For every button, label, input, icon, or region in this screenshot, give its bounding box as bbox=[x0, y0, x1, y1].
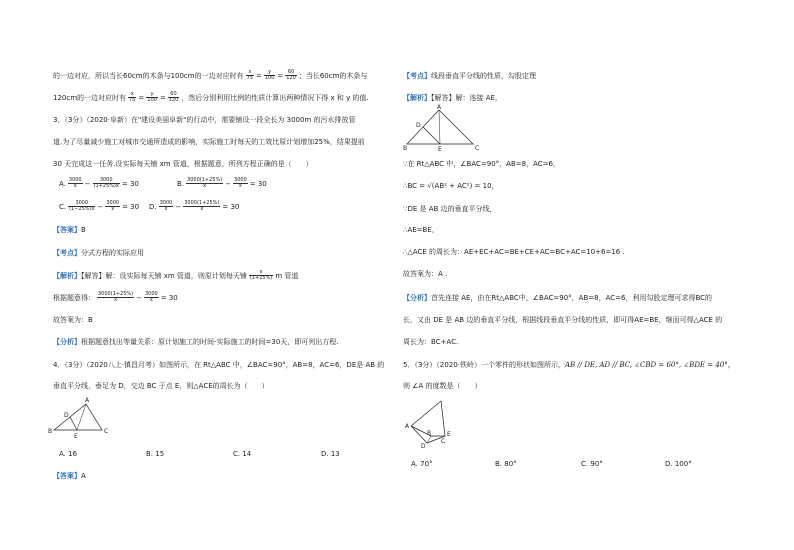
equation-rhs: = 30 bbox=[160, 293, 178, 302]
denominator: x bbox=[149, 297, 153, 304]
knowledge-tag: 【考点】 bbox=[403, 72, 431, 80]
segment-ad bbox=[411, 426, 427, 443]
numerator: 3000 bbox=[145, 291, 158, 297]
numerator: 3000(1+25%) bbox=[98, 291, 134, 297]
answer-value: A bbox=[81, 472, 86, 480]
question-4-line-1: 4．（3分）（2020八上·镇昌月考）如图所示，在 Rt△ABC 中，∠BAC=90°，AB=8，AC=6，DE是 AB 的 bbox=[53, 361, 385, 369]
question-5-line-2: 则 ∠A 的度数是（ ） bbox=[403, 382, 482, 390]
knowledge-tag: 【考点】 bbox=[53, 249, 81, 257]
label-e: E bbox=[438, 146, 442, 153]
analysis-value: 【解答】解：连接 AE， bbox=[431, 94, 502, 102]
numerator: 3000(1+25%) bbox=[187, 177, 223, 183]
text: 根据题意得： bbox=[53, 293, 95, 302]
triangle-figure-solution bbox=[403, 106, 483, 151]
operator: − bbox=[175, 202, 182, 211]
label-c: C bbox=[441, 438, 446, 445]
label-e: E bbox=[447, 431, 451, 438]
label-a: A bbox=[85, 397, 90, 404]
label-e: E bbox=[74, 433, 78, 440]
operator: − bbox=[97, 202, 104, 211]
segment-de bbox=[70, 417, 77, 430]
summary-tag: 【分析】 bbox=[403, 294, 431, 302]
summary-3 bbox=[53, 338, 339, 346]
denominator: x bbox=[164, 206, 168, 213]
equals: = bbox=[277, 71, 284, 80]
label-a: A bbox=[437, 104, 442, 111]
analysis-4-line-1 bbox=[403, 94, 502, 102]
fraction bbox=[246, 70, 254, 82]
analysis-3-line-1 bbox=[53, 270, 298, 282]
fraction bbox=[264, 70, 276, 82]
q4-option-b: B. 15 bbox=[146, 450, 165, 458]
equals: = bbox=[138, 93, 145, 102]
denominator: 100 bbox=[264, 75, 275, 82]
option-letter: A. bbox=[59, 179, 66, 188]
equation-rhs: = 30 bbox=[222, 202, 240, 211]
q4-option-a: A. 16 bbox=[59, 450, 78, 458]
q5-option-c: C. 90° bbox=[581, 460, 603, 468]
label-b: B bbox=[403, 145, 408, 152]
label-a: A bbox=[405, 423, 410, 430]
answer-tag: 【答案】 bbox=[53, 472, 81, 480]
denominator: 120 bbox=[168, 97, 179, 104]
summary-4-line-1 bbox=[403, 294, 712, 302]
denominator: x bbox=[73, 183, 77, 190]
answer-value: B bbox=[81, 226, 86, 234]
label-d: D bbox=[64, 412, 69, 419]
solution-line-3: ∵DE 是 AB 边的垂直平分线， bbox=[403, 205, 497, 213]
answer-3 bbox=[53, 226, 86, 234]
label-d: D bbox=[421, 443, 426, 450]
label-b: B bbox=[48, 428, 53, 435]
option-c bbox=[59, 201, 139, 213]
text: m 管道 bbox=[275, 271, 299, 280]
equation-rhs: = 30 bbox=[121, 179, 139, 188]
question-4-line-2: 垂直平分线，垂足为 D，交边 BC 于点 E，则△ACE的周长为（ ） bbox=[53, 382, 269, 390]
label-c: C bbox=[475, 145, 480, 152]
numerator: x bbox=[249, 270, 273, 276]
solution-line-1: ∵在 Rt△ABC 中，∠BAC=90°，AB=8，AC=6， bbox=[403, 160, 560, 168]
text: 120cm的一边对应时有 bbox=[53, 93, 127, 102]
denominator: 120 bbox=[286, 75, 296, 82]
numerator: y bbox=[146, 92, 158, 98]
numerator: 60 bbox=[285, 70, 297, 76]
operator: − bbox=[225, 179, 232, 188]
knowledge-value: 分式方程的实际应用 bbox=[81, 249, 144, 257]
solution-line-6: 故答案为：A . bbox=[403, 270, 448, 278]
analysis-3-line-2 bbox=[53, 292, 178, 304]
label-b: B bbox=[427, 430, 432, 437]
q5-option-b: B. 80° bbox=[495, 460, 517, 468]
q5-option-d: D. 100° bbox=[665, 460, 692, 468]
answer-4 bbox=[53, 472, 86, 480]
numerator: y bbox=[264, 70, 276, 76]
numerator: 3000 bbox=[93, 178, 120, 184]
equals: = bbox=[255, 71, 262, 80]
knowledge-point-4 bbox=[403, 72, 536, 80]
summary-value: 根据题意找出等量关系：原计划施工的时间-实际施工的时间=30天，即可列出方程. bbox=[81, 338, 339, 346]
equation-rhs: = 30 bbox=[249, 179, 267, 188]
denominator: 75 bbox=[129, 97, 136, 104]
summary-tag: 【分析】 bbox=[53, 338, 81, 346]
text: 5．（3分）（2020·铁岭）一个零件的形状如图所示， bbox=[403, 361, 565, 369]
analysis-3-line-3: 故答案为：B bbox=[53, 316, 93, 324]
numerator: 3000 bbox=[159, 200, 173, 206]
summary-value: 首先连接 AE，由在Rt△ABC中，∠BAC=90°，AB=8，AC=6，利用勾股定理可求得BC的 bbox=[431, 294, 713, 302]
fraction bbox=[146, 92, 158, 104]
continuation-line-2 bbox=[53, 92, 369, 104]
numerator: 3000(1+25%) bbox=[184, 200, 220, 206]
fraction bbox=[128, 92, 136, 104]
answer-tag: 【答案】 bbox=[53, 226, 81, 234]
denominator: x bbox=[200, 206, 204, 213]
label-c: C bbox=[104, 428, 109, 435]
label-d: D bbox=[416, 122, 421, 129]
option-letter: B. bbox=[177, 179, 185, 188]
operator: − bbox=[84, 179, 91, 188]
option-letter: C. bbox=[59, 202, 67, 211]
q4-option-d: D. 13 bbox=[321, 450, 340, 458]
triangle-figure-q4 bbox=[48, 398, 118, 438]
numerator: 3000 bbox=[68, 177, 82, 183]
numerator: 3000 bbox=[106, 200, 120, 206]
analysis-tag: 【解析】 bbox=[53, 271, 81, 280]
denominator: x bbox=[238, 183, 242, 190]
option-b bbox=[177, 178, 267, 190]
numerator: 60 bbox=[168, 92, 180, 98]
q5-option-a: A. 70° bbox=[411, 460, 433, 468]
denominator: 100 bbox=[147, 97, 157, 104]
solution-line-5: ∴△ACE 的周长为：AE+EC+AC=BE+CE+AC=BC+AC=10+6=16 . bbox=[403, 248, 625, 256]
denominator: (1+25%) bbox=[249, 275, 273, 282]
denominator: x bbox=[203, 183, 207, 190]
question-3-line-2: 道.为了尽量减少施工对城市交通所造成的影响，实际施工时每天的工效比原计划增加25%，结果提前 bbox=[53, 138, 365, 146]
question-3-line-1: 3．（3分）（2020·阜新）在"建设美丽阜新"的行动中，需要铺设一段全长为 3000m 的污水排放管 bbox=[53, 116, 356, 124]
analysis-tag: 【解析】 bbox=[403, 94, 431, 102]
equation-rhs: = 30 bbox=[122, 202, 140, 211]
knowledge-point-3 bbox=[53, 249, 144, 257]
text: 的一边对应，所以当长60cm的木条与100cm的一边对应时有 bbox=[53, 71, 244, 80]
numerator: x bbox=[246, 70, 254, 76]
option-d bbox=[149, 201, 239, 213]
fraction bbox=[285, 70, 297, 82]
continuation-line-1 bbox=[53, 70, 367, 82]
solution-line-2: ∴BC = √(AB² + AC²) = 10， bbox=[403, 182, 499, 190]
text: 【解答】解：设实际每天铺 xm 管道，则原计划每天铺 bbox=[81, 271, 247, 280]
numerator: x bbox=[128, 92, 136, 98]
option-a bbox=[59, 178, 139, 190]
numerator: 3000 bbox=[234, 177, 247, 183]
fraction bbox=[168, 92, 180, 104]
text: ；当长60cm的木条与 bbox=[298, 71, 368, 80]
denominator: x bbox=[114, 297, 118, 304]
numerator: 3000 bbox=[68, 201, 95, 207]
denominator: 75 bbox=[246, 75, 253, 82]
solution-line-4: ∴AE=BE， bbox=[403, 226, 439, 234]
knowledge-value: 线段垂直平分线的性质，勾股定理 bbox=[431, 72, 536, 80]
denominator: (1+25%)x bbox=[93, 183, 119, 190]
triangle-abc bbox=[54, 404, 102, 430]
option-letter: D. bbox=[149, 202, 157, 211]
question-5-line-1 bbox=[403, 361, 735, 369]
summary-4-line-2: 长，又由 DE 是 AB 边的垂直平分线，根据线段垂直平分线的性质，即可得AE=BE，继而可得△ACE 的 bbox=[403, 316, 723, 324]
text: ，然后分别利用比例的性质计算出两种情况下得 x 和 y 的值. bbox=[181, 93, 369, 102]
equals: = bbox=[159, 93, 166, 102]
summary-4-line-3: 周长为：BC+AC. bbox=[403, 338, 459, 346]
operator: − bbox=[136, 293, 142, 302]
denominator: (1−25%)x bbox=[69, 206, 95, 213]
math-expression: AB // DE, AD // BC, ∠CBD = 60°, ∠BDE = 40°， bbox=[564, 361, 735, 369]
segment-ae bbox=[439, 110, 440, 144]
part-figure-q5 bbox=[405, 396, 465, 448]
segment-de bbox=[423, 127, 440, 144]
q4-option-c: C. 14 bbox=[233, 450, 252, 458]
question-3-line-3: 30 天完成这一任务.设实际每天铺 xm 管道，根据题意，所列方程正确的是（ ） bbox=[53, 160, 313, 168]
denominator: x bbox=[111, 206, 115, 213]
